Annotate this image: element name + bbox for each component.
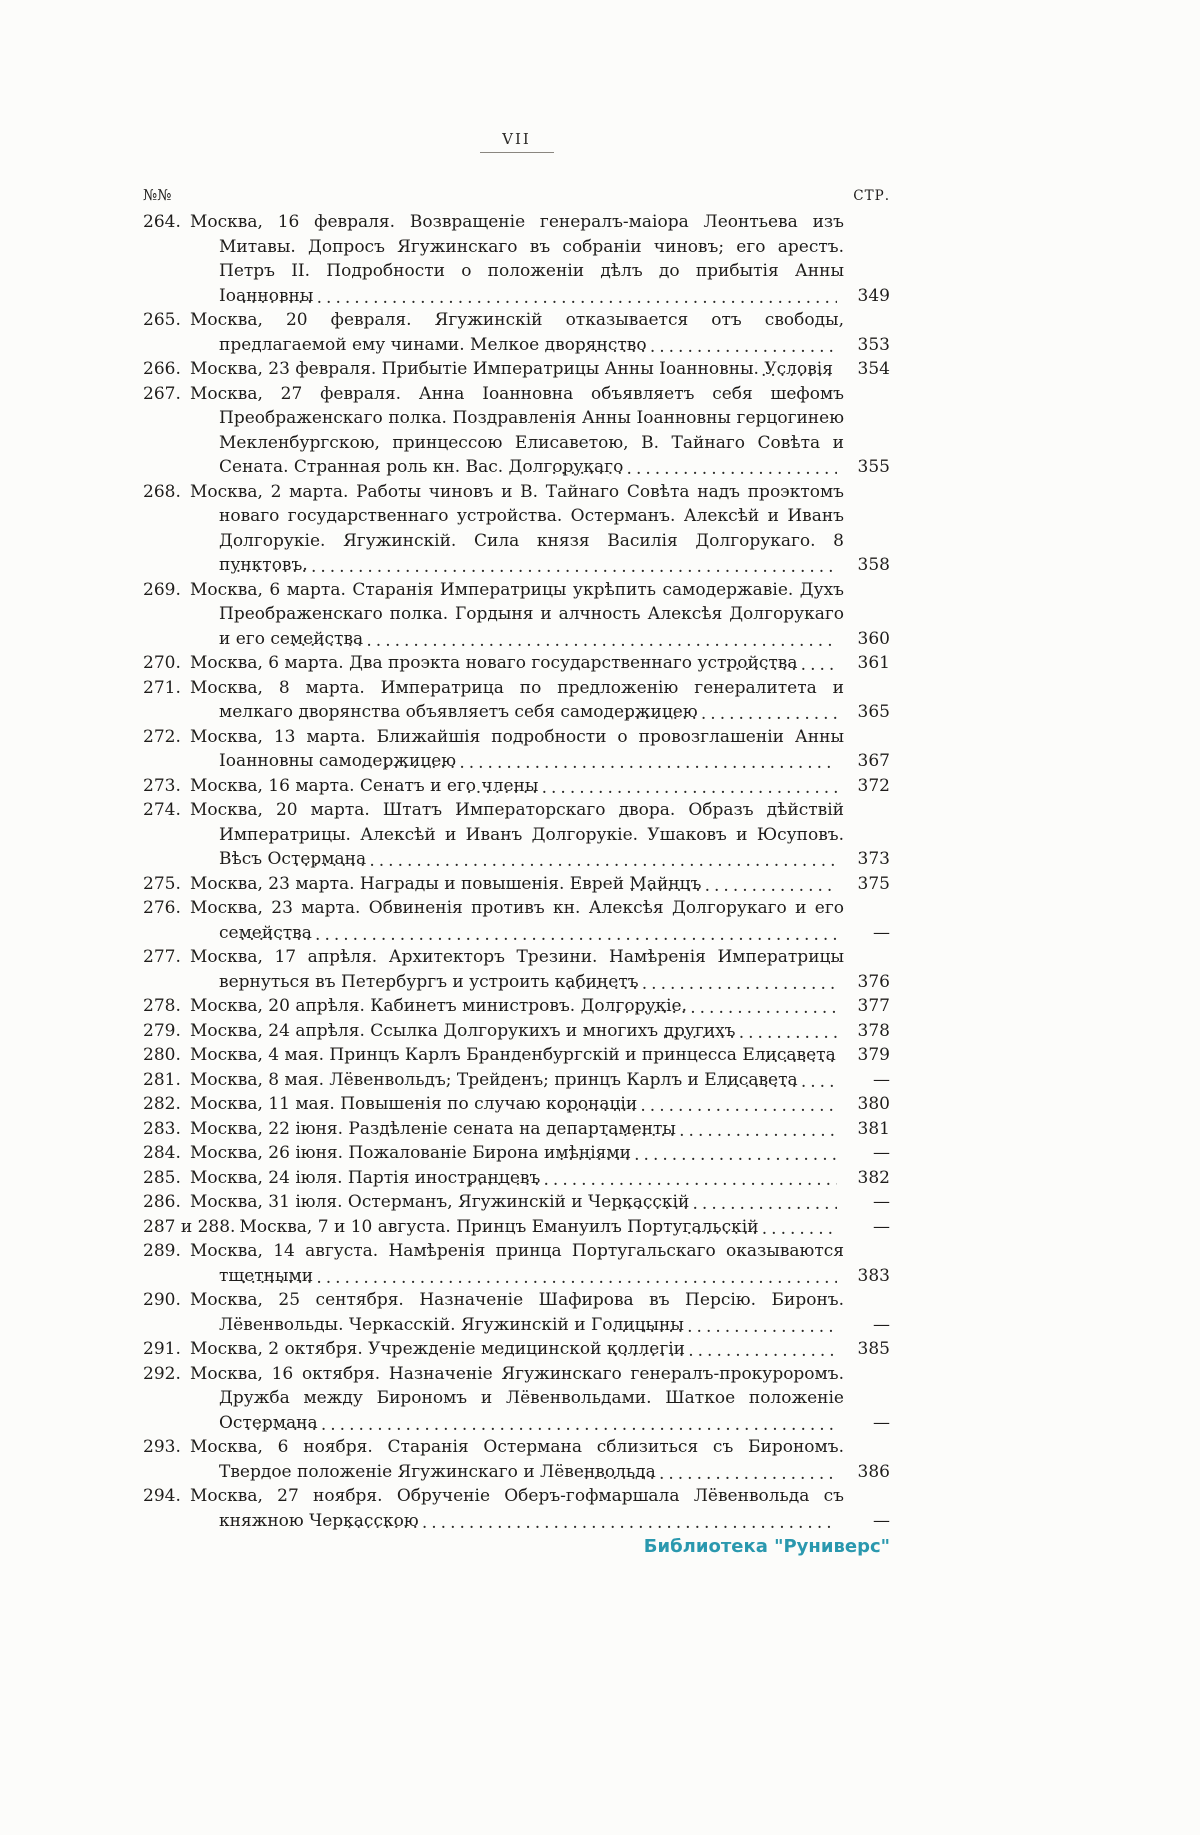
entry-text: Москва, 16 марта. Сенатъ и его члены bbox=[190, 775, 539, 796]
entry-text: Москва, 2 октября. Учрежденіе медицинской коллегіи bbox=[190, 1339, 686, 1359]
toc-entry bbox=[143, 896, 890, 945]
entry-page: 355 bbox=[837, 455, 890, 480]
entry-number: 285. bbox=[143, 1167, 181, 1188]
entry-number: 273. bbox=[143, 775, 181, 796]
entry-page: 365 bbox=[837, 700, 890, 725]
entry-page: 380 bbox=[837, 1092, 890, 1117]
toc-entry bbox=[143, 1068, 890, 1093]
entry-text: Москва, 16 февраля. Возвращеніе генералъ-маіора Леонтьева изъ Митавы. Допросъ Ягужинскаго въ собраніи чиновъ; его арестъ. Петръ II. Подробности о положеніи дѣлъ до прибытія Анны Іоанновны bbox=[190, 212, 844, 306]
toc-entry bbox=[143, 994, 890, 1019]
toc-entry bbox=[143, 676, 890, 725]
entry-page: 377 bbox=[837, 994, 890, 1019]
entry-text: Москва, 6 марта. Два проэкта новаго государственнаго устройства bbox=[190, 653, 798, 673]
entry-number: 287 и 288. bbox=[143, 1216, 236, 1237]
entry-number: 291. bbox=[143, 1339, 181, 1359]
toc-entry bbox=[143, 1043, 890, 1068]
entry-page: 376 bbox=[837, 970, 890, 995]
entry-text: Москва, 4 мая. Принцъ Карлъ Бранденбургскій и принцесса Елисавета bbox=[190, 1045, 836, 1065]
toc-entry bbox=[143, 1166, 890, 1191]
entry-page: 382 bbox=[837, 1166, 890, 1191]
entry-text: Москва, 6 марта. Старанія Императрицы укрѣпить самодержавіе. Духъ Преображенскаго полка. Гордыня и алчность Алексѣя Долгорукаго и его семейства bbox=[190, 579, 844, 649]
entry-page: 361 bbox=[837, 651, 890, 676]
entry-text: Москва, 6 ноября. Старанія Остермана сблизиться съ Бирономъ. Твердое положеніе Ягужинскаго и Лёвенвольда bbox=[190, 1437, 844, 1482]
entry-number: 290. bbox=[143, 1290, 181, 1310]
page-number-heading: VII bbox=[502, 130, 531, 148]
entry-number: 282. bbox=[143, 1094, 181, 1114]
entry-page: 375 bbox=[837, 872, 890, 897]
entry-number: 278. bbox=[143, 996, 181, 1016]
column-headers bbox=[143, 186, 890, 204]
entry-text: Москва, 7 и 10 августа. Принцъ Емануилъ Португальскій bbox=[239, 1216, 759, 1237]
entry-text: Москва, 2 марта. Работы чиновъ и В. Тайнаго Совѣта надъ проэктомъ новаго государственнаго устройства. Остерманъ. Алексѣй и Иванъ Долгорукіе. Ягужинскій. Сила князя Василія Долгорукаго. 8 пунктовъ. bbox=[190, 481, 844, 575]
entry-text: Москва, 27 ноября. Обрученіе Оберъ-гофмаршала Лёвенвольда съ княжною Черкасскою bbox=[190, 1486, 844, 1531]
entry-text: Москва, 27 февраля. Анна Іоанновна объявляетъ себя шефомъ Преображенскаго полка. Поздравленія Анны Іоанновны герцогинею Мекленбургскою, принцессою Елисаветою, В. Тайнаго Совѣта и Сената. Странная роль кн. Вас. Долгорукаго bbox=[190, 383, 844, 477]
toc-entry bbox=[143, 725, 890, 774]
entry-text: Москва, 26 іюня. Пожалованіе Бирона имѣніями bbox=[190, 1143, 631, 1163]
entry-text: Москва, 13 марта. Ближайшія подробности о провозглашеніи Анны Іоанновны самодержицею bbox=[190, 726, 844, 771]
entry-text: Москва, 23 марта. Награды и повышенія. Еврей Майнцъ bbox=[190, 873, 702, 894]
entry-number: 286. bbox=[143, 1192, 181, 1212]
entry-text: Москва, 22 іюня. Раздѣленіе сената на департаменты bbox=[190, 1118, 676, 1139]
entry-page: 353 bbox=[837, 333, 890, 358]
entry-text: Москва, 11 мая. Повышенія по случаю коронаціи bbox=[190, 1094, 638, 1114]
entry-number: 281. bbox=[143, 1069, 181, 1090]
toc-entry bbox=[143, 1190, 890, 1215]
entry-page: 349 bbox=[837, 284, 890, 309]
toc-entry bbox=[143, 1117, 890, 1142]
entry-number: 268. bbox=[143, 481, 181, 502]
entry-number: 270. bbox=[143, 653, 181, 673]
entry-text: Москва, 31 іюля. Остерманъ, Ягужинскій и Черкасскій bbox=[190, 1192, 690, 1212]
entry-number: 272. bbox=[143, 726, 181, 747]
entry-page: — bbox=[837, 1411, 890, 1436]
entry-page: 358 bbox=[837, 553, 890, 578]
entry-page: 360 bbox=[837, 627, 890, 652]
entry-number: 277. bbox=[143, 947, 181, 967]
entry-page: — bbox=[837, 1509, 890, 1534]
page-content bbox=[143, 130, 890, 1533]
entry-number: 279. bbox=[143, 1020, 181, 1041]
toc-entry bbox=[143, 774, 890, 799]
library-watermark: Библиотека "Руниверс" bbox=[643, 1536, 890, 1557]
toc-entry bbox=[143, 357, 890, 382]
entry-text: Москва, 20 марта. Штатъ Императорскаго двора. Образъ дѣйствій Императрицы. Алексѣй и Иванъ Долгорукіе. Ушаковъ и Юсуповъ. Вѣсъ Остермана bbox=[190, 800, 844, 869]
entry-page: 372 bbox=[837, 774, 890, 799]
entry-page: — bbox=[837, 1141, 890, 1166]
entry-page: — bbox=[837, 1068, 890, 1093]
toc-entry bbox=[143, 1484, 890, 1533]
toc-entry bbox=[143, 1362, 890, 1436]
entry-page: 381 bbox=[837, 1117, 890, 1142]
entry-number: 269. bbox=[143, 579, 181, 600]
toc-list bbox=[143, 210, 890, 1533]
entry-text: Москва, 14 августа. Намѣренія принца Португальскаго оказываются тщетными bbox=[190, 1241, 844, 1286]
toc-entry bbox=[143, 1239, 890, 1288]
entry-number: 275. bbox=[143, 873, 181, 894]
entry-text: Москва, 25 сентября. Назначеніе Шафирова въ Персію. Биронъ. Лёвенвольды. Черкасскій. Ягужинскій и Голицыны bbox=[190, 1290, 844, 1335]
toc-entry bbox=[143, 945, 890, 994]
entry-number: 267. bbox=[143, 383, 181, 404]
toc-entry bbox=[143, 872, 890, 897]
toc-entry bbox=[143, 480, 890, 578]
entry-text: Москва, 16 октября. Назначеніе Ягужинскаго генералъ-прокуроромъ. Дружба между Бирономъ и Лёвенвольдами. Шаткое положеніе Остермана bbox=[190, 1363, 844, 1433]
entry-page: 367 bbox=[837, 749, 890, 774]
entry-number: 266. bbox=[143, 359, 181, 379]
entry-page: 383 bbox=[837, 1264, 890, 1289]
toc-entry bbox=[143, 1435, 890, 1484]
toc-entry bbox=[143, 1019, 890, 1044]
entry-text: Москва, 24 апрѣля. Ссылка Долгорукихъ и многихъ другихъ bbox=[190, 1020, 736, 1041]
entry-page: 386 bbox=[837, 1460, 890, 1485]
column-header-page: СТР. bbox=[853, 188, 890, 204]
entry-number: 280. bbox=[143, 1045, 181, 1065]
entry-page: 385 bbox=[837, 1337, 890, 1362]
entry-number: 292. bbox=[143, 1363, 181, 1384]
toc-entry bbox=[143, 1288, 890, 1337]
entry-number: 276. bbox=[143, 898, 181, 918]
toc-entry bbox=[143, 308, 890, 357]
entry-page: 373 bbox=[837, 847, 890, 872]
entry-page: — bbox=[837, 921, 890, 946]
entry-number: 294. bbox=[143, 1486, 181, 1506]
entry-page: 379 bbox=[837, 1043, 890, 1068]
entry-text: Москва, 24 іюля. Партія иностранцевъ bbox=[190, 1167, 541, 1188]
entry-number: 293. bbox=[143, 1437, 181, 1457]
entry-page: 378 bbox=[837, 1019, 890, 1044]
entry-text: Москва, 23 февраля. Прибытіе Императрицы Анны Іоанновны. Условія bbox=[190, 359, 833, 379]
entry-number: 289. bbox=[143, 1241, 181, 1261]
entry-text: Москва, 20 апрѣля. Кабинетъ министровъ. Долгорукіе. bbox=[190, 996, 688, 1016]
entry-number: 265. bbox=[143, 310, 181, 330]
entry-page: — bbox=[837, 1215, 890, 1240]
folio-rule bbox=[480, 152, 554, 153]
entry-page: 354 bbox=[837, 357, 890, 382]
entry-text: Москва, 23 марта. Обвиненія противъ кн. Алексѣя Долгорукаго и его семейства bbox=[190, 898, 844, 943]
entry-text: Москва, 8 марта. Императрица по предложенію генералитета и мелкаго дворянства объявляетъ себя самодержицею bbox=[190, 677, 844, 722]
entry-number: 264. bbox=[143, 212, 181, 232]
toc-entry bbox=[143, 382, 890, 480]
toc-entry bbox=[143, 651, 890, 676]
entry-text: Москва, 17 апрѣля. Архитекторъ Трезини. Намѣренія Императрицы вернуться въ Петербургъ и устроить кабинетъ bbox=[190, 947, 844, 992]
toc-entry bbox=[143, 1141, 890, 1166]
toc-entry bbox=[143, 1215, 890, 1240]
column-header-number: №№ bbox=[143, 186, 172, 204]
entry-page: — bbox=[837, 1313, 890, 1338]
toc-entry bbox=[143, 578, 890, 652]
entry-number: 274. bbox=[143, 800, 181, 820]
entry-number: 271. bbox=[143, 677, 181, 698]
toc-entry bbox=[143, 798, 890, 872]
entry-page: — bbox=[837, 1190, 890, 1215]
entry-text: Москва, 8 мая. Лёвенвольдъ; Трейденъ; принцъ Карлъ и Елисавета bbox=[190, 1069, 798, 1090]
entry-number: 283. bbox=[143, 1118, 181, 1139]
entry-text: Москва, 20 февраля. Ягужинскій отказывается отъ свободы, предлагаемой ему чинами. Мелкое дворянство bbox=[190, 310, 844, 355]
toc-entry bbox=[143, 210, 890, 308]
toc-entry bbox=[143, 1092, 890, 1117]
toc-entry bbox=[143, 1337, 890, 1362]
entry-number: 284. bbox=[143, 1143, 181, 1163]
